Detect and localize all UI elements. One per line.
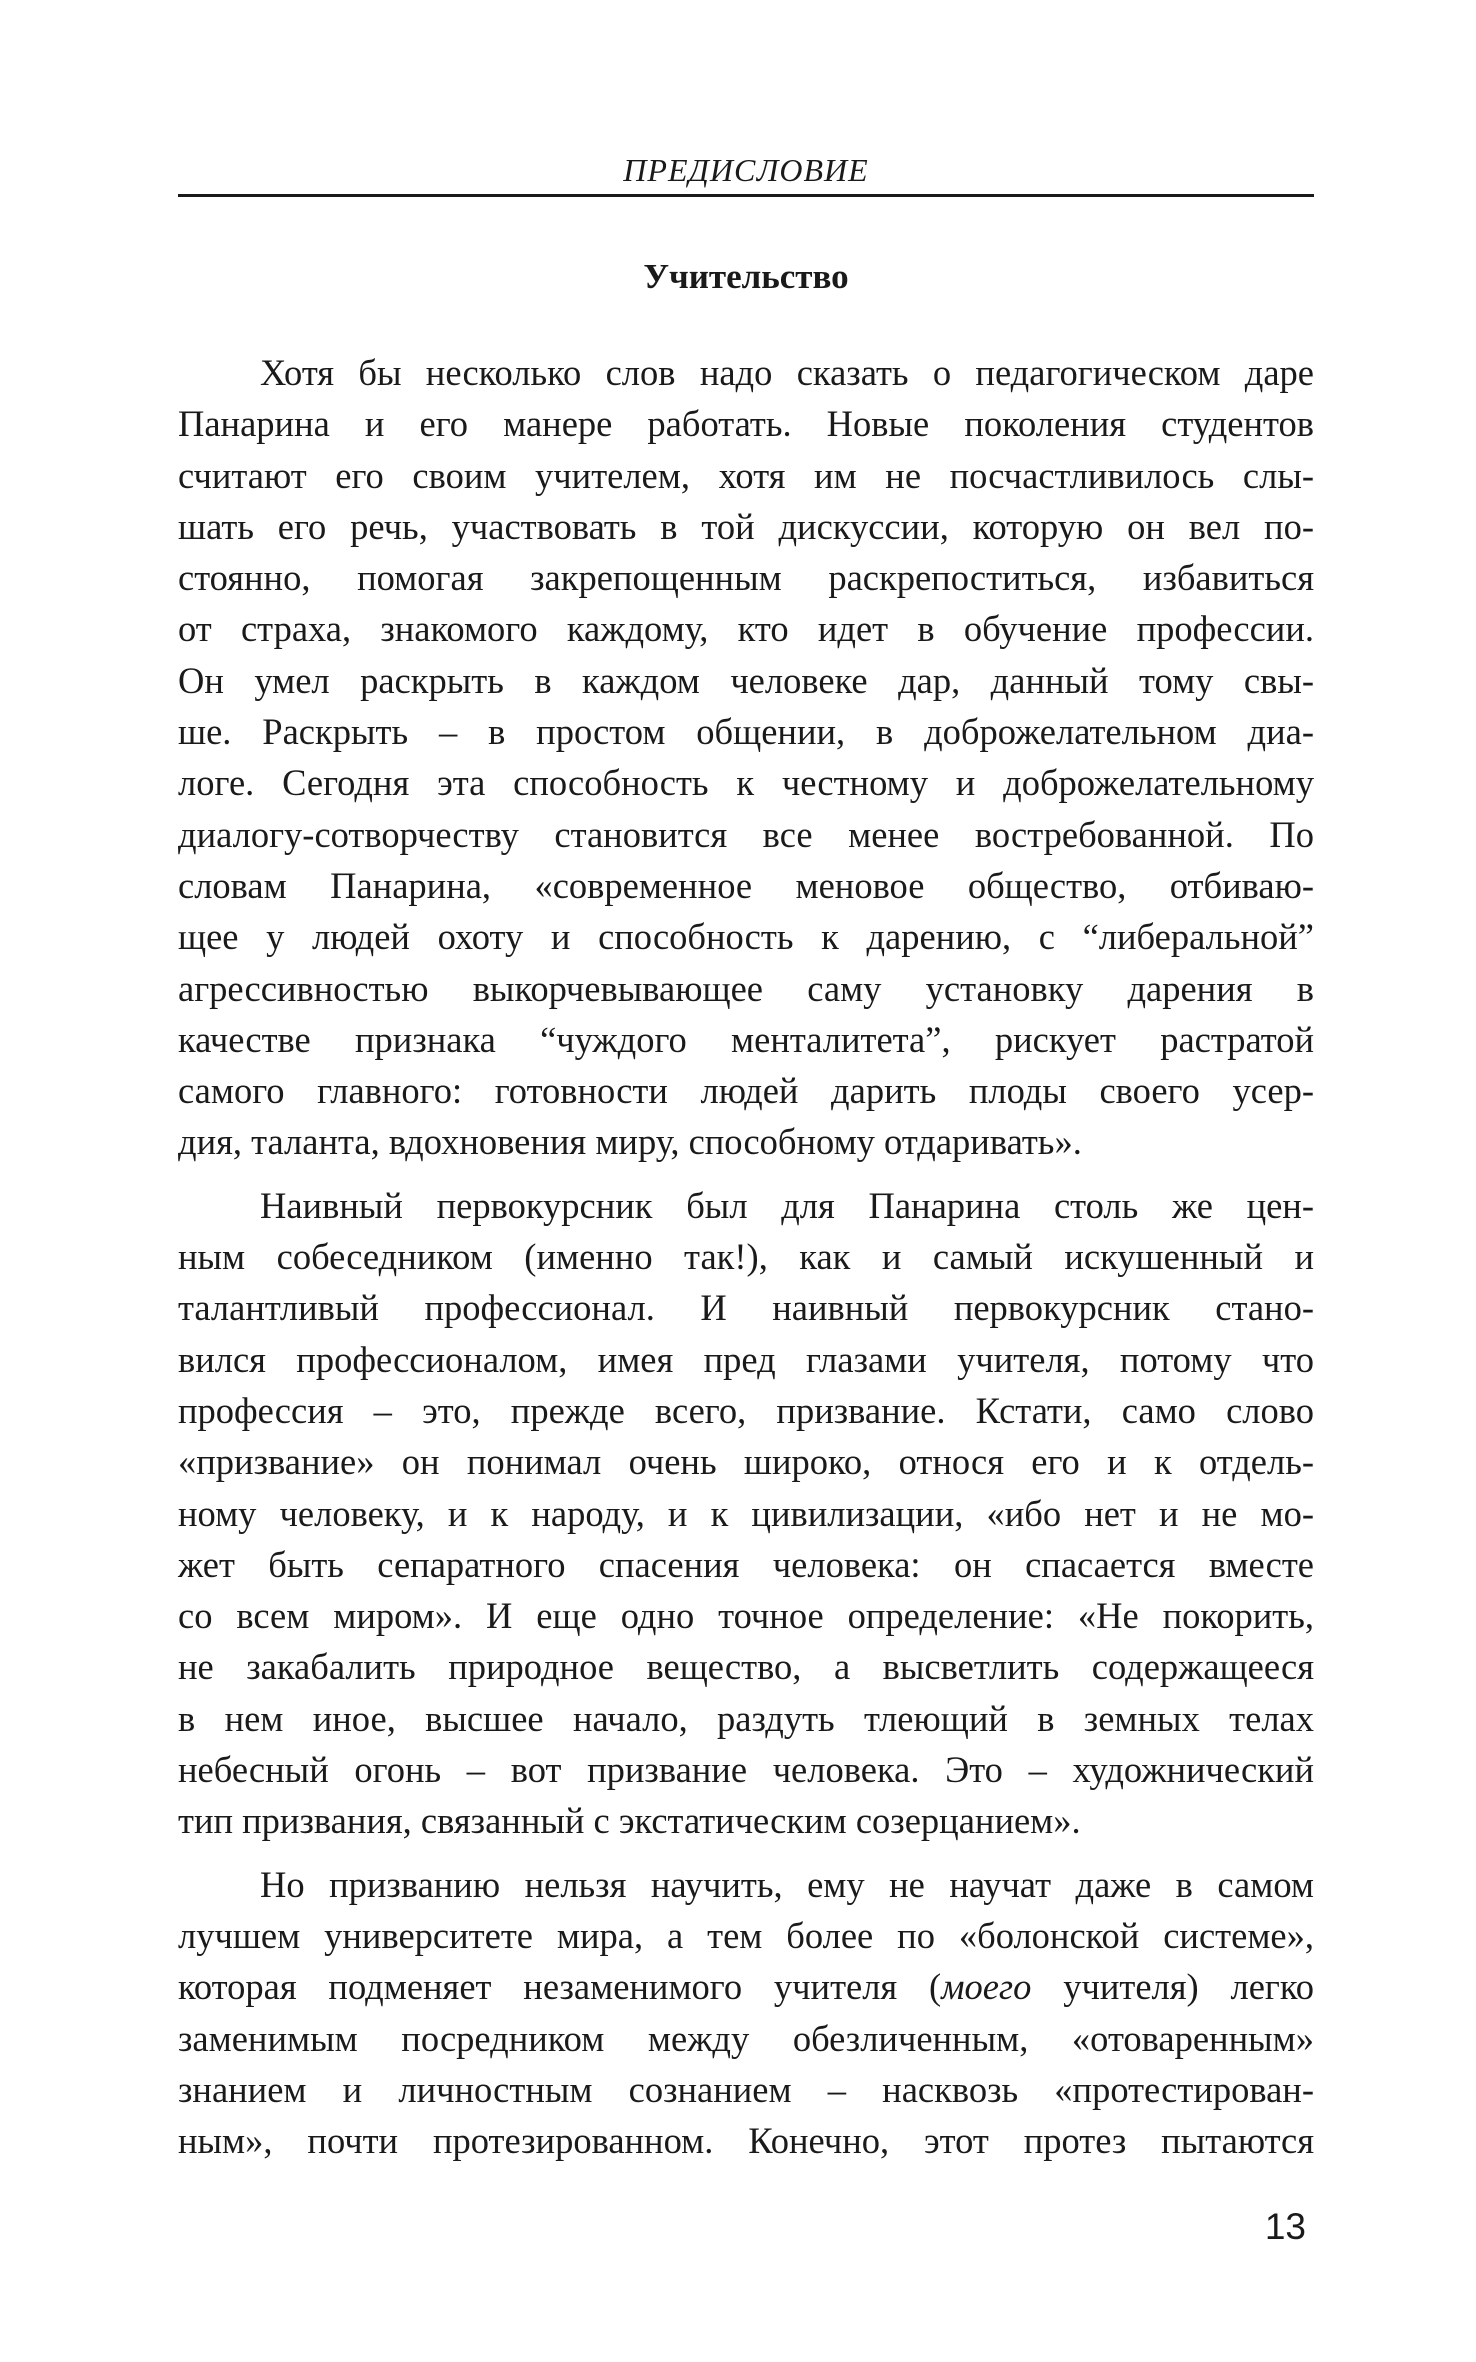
text-segment: учителя) легко: [1031, 1966, 1315, 2008]
text-line: ше. Раскрыть – в простом общении, в доброжелательном диа-: [178, 711, 1314, 753]
text-line: логе. Сегодня эта способность к честному и доброжелательному: [178, 762, 1314, 804]
text-line: жет быть сепаратного спасения человека: он спасается вместе: [178, 1543, 1314, 1585]
text-line: качестве признака “чуждого менталитета”, рискует растратой: [178, 1018, 1314, 1060]
text-line-with-italic: [178, 1961, 1314, 2012]
text-line: Панарина и его манере работать. Новые поколения студентов: [178, 403, 1314, 445]
text-line: шать его речь, участвовать в той дискуссии, которую он вел по-: [178, 505, 1314, 547]
paragraph-1: [178, 347, 1314, 1168]
text-line: ным собеседником (именно так!), как и самый искушенный и: [178, 1236, 1314, 1278]
text-line: не закабалить природное вещество, а высветлить содержащееся: [178, 1646, 1314, 1688]
italic-word: моего: [941, 1966, 1032, 2008]
text-line: ному человеку, и к народу, и к цивилизации, «ибо нет и не мо-: [178, 1492, 1314, 1534]
text-line: заменимым посредником между обезличенным, «отоваренным»: [178, 2017, 1314, 2059]
paragraph-2: [178, 1180, 1314, 1847]
text-line: талантливый профессионал. И наивный первокурсник стано-: [178, 1287, 1314, 1329]
text-line: лучшем университете мира, а тем более по «болонской системе»,: [178, 1914, 1314, 1956]
text-line: щее у людей охоту и способность к дарению, с “либеральной”: [178, 916, 1314, 958]
text-segment: которая подменяет незаменимого учителя (: [178, 1966, 942, 2008]
text-line: дия, таланта, вдохновения миру, способному отдаривать».: [178, 1121, 1082, 1163]
body-text: [178, 347, 1314, 2178]
paragraph-3: [178, 1859, 1314, 2167]
text-line: вился профессионалом, имея пред глазами учителя, потому что: [178, 1338, 1314, 1380]
text-line: знанием и личностным сознанием – насквозь «протестирован-: [178, 2068, 1314, 2110]
text-line: со всем миром». И еще одно точное определение: «Не покорить,: [178, 1595, 1314, 1637]
text-line: Наивный первокурсник был для Панарина столь же цен-: [260, 1184, 1314, 1226]
text-line: самого главного: готовности людей дарить плоды своего усер-: [178, 1070, 1314, 1112]
section-title: Учительство: [643, 257, 849, 296]
text-line: «призвание» он понимал очень широко, относя его и к отдель-: [178, 1441, 1314, 1483]
text-line: Но призванию нельзя научить, ему не научат даже в самом: [260, 1863, 1314, 1905]
text-line: Хотя бы несколько слов надо сказать о педагогическом даре: [260, 352, 1314, 393]
text-line: словам Панарина, «современное меновое общество, отбиваю-: [178, 864, 1314, 906]
text-line: Он умел раскрыть в каждом человеке дар, данный тому свы-: [178, 659, 1314, 701]
text-line: профессия – это, прежде всего, призвание. Кстати, само слово: [178, 1389, 1314, 1431]
text-line: небесный огонь – вот призвание человека. Это – художнический: [178, 1749, 1314, 1791]
text-line: от страха, знакомого каждому, кто идет в обучение профессии.: [178, 608, 1314, 650]
text-line: в нем иное, высшее начало, раздуть тлеющий в земных телах: [178, 1697, 1314, 1739]
header-rule: [178, 194, 1314, 197]
text-line: агрессивностью выкорчевывающее саму установку дарения в: [178, 967, 1314, 1009]
text-line: стоянно, помогая закрепощенным раскрепоститься, избавиться: [178, 557, 1314, 599]
text-line: диалогу-сотворчеству становится все менее востребованной. По: [178, 813, 1314, 855]
page-number: 13: [1264, 2206, 1306, 2247]
text-line: считают его своим учителем, хотя им не посчастливилось слы-: [178, 454, 1314, 496]
text-line: тип призвания, связанный с экстатическим созерцанием».: [178, 1800, 1081, 1842]
running-header: ПРЕДИСЛОВИЕ: [623, 152, 869, 188]
text-line: ным», почти протезированном. Конечно, этот протез пытаются: [178, 2120, 1314, 2162]
